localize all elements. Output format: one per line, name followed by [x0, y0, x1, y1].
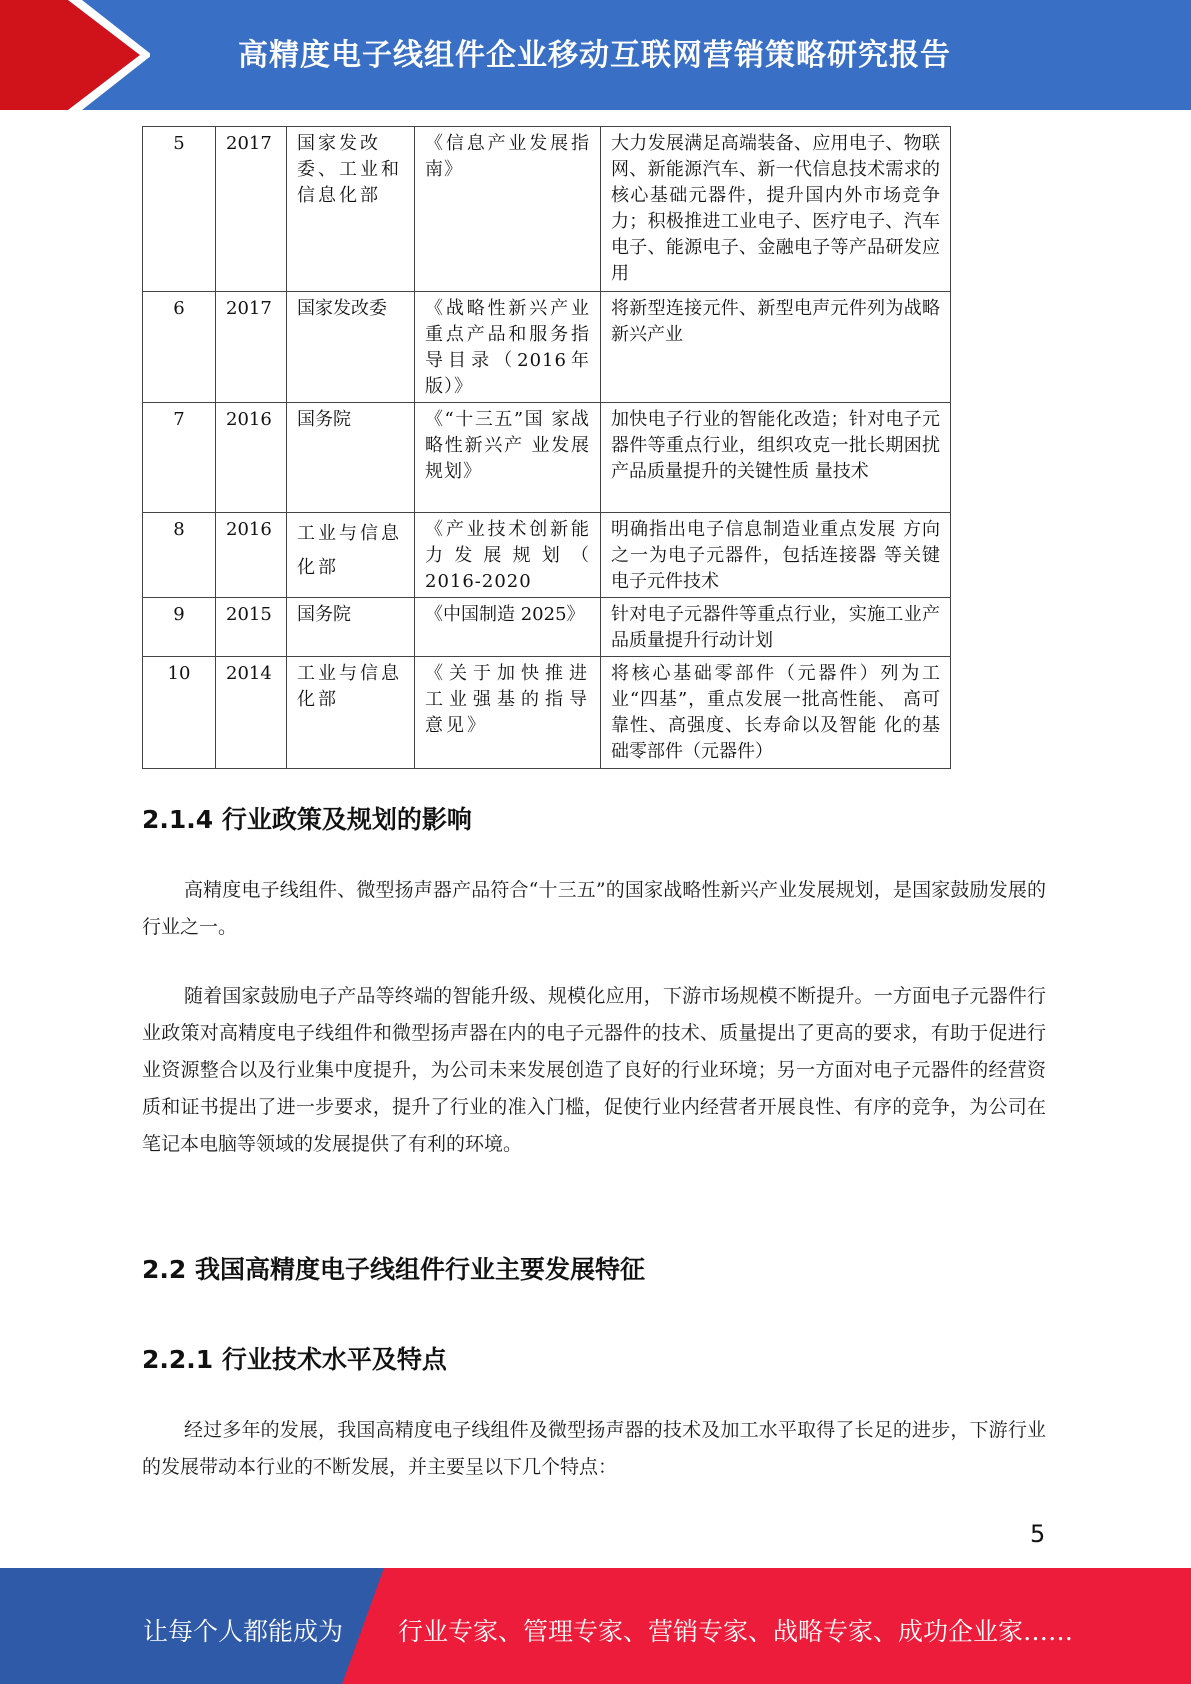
row-number: 10	[143, 657, 216, 769]
report-title: 高精度电子线组件企业移动互联网营销策略研究报告	[238, 38, 951, 73]
section-heading-2-1-4: 2.1.4 行业政策及规划的影响	[142, 805, 472, 834]
paragraph: 经过多年的发展，我国高精度电子线组件及微型扬声器的技术及加工水平取得了长足的进步，下游行业的发展带动本行业的不断发展，并主要呈以下几个特点：	[142, 1419, 1046, 1478]
section-heading-2-2: 2.2 我国高精度电子线组件行业主要发展特征	[142, 1255, 645, 1284]
row-department: 国家发改委、工业和信息化部	[287, 127, 415, 292]
row-year: 2016	[216, 513, 287, 598]
row-department: 国家发改委	[287, 292, 415, 403]
row-number: 9	[143, 598, 216, 657]
paragraph: 高精度电子线组件、微型扬声器产品符合“十三五”的国家战略性新兴产业发展规划，是国家鼓励发展的行业之一。	[142, 879, 1046, 938]
row-policy-name: 《战略性新兴产业重点产品和服务指导目录（2016年版）》	[415, 292, 601, 403]
row-policy-name: 《“十三五”国 家战略性新兴产 业发展规划》	[415, 403, 601, 513]
page-header	[0, 0, 1191, 110]
paragraph: 随着国家鼓励电子产品等终端的智能升级、规模化应用，下游市场规模不断提升。一方面电子元器件行业政策对高精度电子线组件和微型扬声器在内的电子元器件的技术、质量提出了更高的要求，有助于促进行业资源整合以及行业集中度提升，为公司未来发展创造了良好的行业环境；另一方面对电子元器件的经营资质和证书提出了进一步要求，提升了行业的准入门槛，促使行业内经营者开展良性、有序的竞争，为公司在笔记本电脑等领域的发展提供了有利的环境。	[142, 985, 1046, 1155]
table-row	[143, 403, 951, 513]
table-row	[143, 598, 951, 657]
row-year: 2014	[216, 657, 287, 769]
header-arrow-decoration	[0, 0, 150, 110]
row-year: 2015	[216, 598, 287, 657]
table-row	[143, 292, 951, 403]
row-number: 8	[143, 513, 216, 598]
page-number: 5	[1030, 1520, 1046, 1548]
table-row	[143, 127, 951, 292]
row-number: 5	[143, 127, 216, 292]
row-content: 将核心基础零部件（元器件）列为工业“四基”，重点发展一批高性能、 高可靠性、高强度、长寿命以及智能 化的基础零部件（元器件）	[601, 657, 951, 769]
row-year: 2017	[216, 292, 287, 403]
row-policy-name: 《产业技术创新能力发展规划（ 2016-2020	[415, 513, 601, 598]
policy-table	[142, 126, 951, 769]
row-number: 6	[143, 292, 216, 403]
row-department: 工业与信息化部	[287, 513, 415, 598]
row-year: 2016	[216, 403, 287, 513]
table-row	[143, 657, 951, 769]
row-department: 工业与信息化部	[287, 657, 415, 769]
row-content: 明确指出电子信息制造业重点发展 方向之一为电子元器件，包括连接器 等关键电子元件技术	[601, 513, 951, 598]
row-policy-name: 《关于加快推进工业强基的指导意见》	[415, 657, 601, 769]
row-department: 国务院	[287, 598, 415, 657]
row-content: 加快电子行业的智能化改造；针对电子元器件等重点行业，组织攻克一批长期困扰产品质量提升的关键性质 量技术	[601, 403, 951, 513]
row-content: 大力发展满足高端装备、应用电子、物联网、新能源汽车、新一代信息技术需求的核心基础元器件，提升国内外市场竞争力；积极推进工业电子、医疗电子、汽车电子、能源电子、金融电子等产品研发应用	[601, 127, 951, 292]
section-heading-2-2-1: 2.2.1 行业技术水平及特点	[142, 1345, 447, 1374]
row-number: 7	[143, 403, 216, 513]
row-department: 国务院	[287, 403, 415, 513]
row-content: 针对电子元器件等重点行业，实施工业产品质量提升行动计划	[601, 598, 951, 657]
row-content: 将新型连接元件、新型电声元件列为战略新兴产业	[601, 292, 951, 403]
footer-slogan-right: 行业专家、管理专家、营销专家、战略专家、成功企业家……	[398, 1617, 1074, 1646]
table-row	[143, 513, 951, 598]
row-policy-name: 《中国制造 2025》	[415, 598, 601, 657]
footer-slogan-left: 让每个人都能成为	[143, 1617, 344, 1646]
row-year: 2017	[216, 127, 287, 292]
row-policy-name: 《信息产业发展指南》	[415, 127, 601, 292]
